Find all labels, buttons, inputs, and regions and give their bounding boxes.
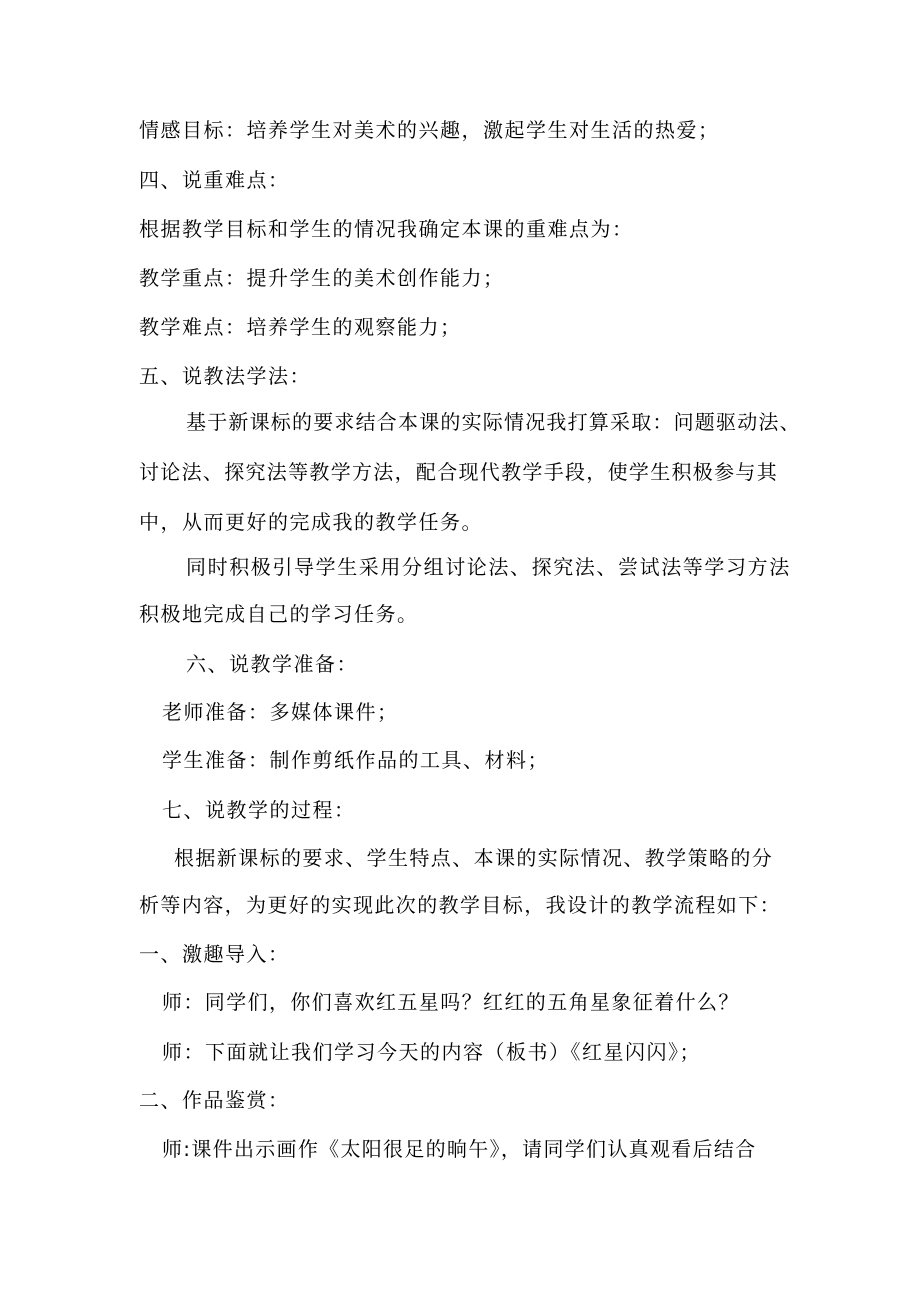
section-heading-key-points: 四、说重难点： [139,168,290,192]
section-heading-process: 七、说教学的过程： [162,798,356,822]
process-paragraph-line-2: 析等内容，为更好的实现此次的教学目标，我设计的教学流程如下： [139,893,781,917]
section-heading-preparation: 六、说教学准备： [186,652,358,676]
methods-paragraph-line-1: 基于新课标的要求结合本课的实际情况我打算采取：问题驱动法、 [186,410,801,434]
teaching-focus-line: 教学重点：提升学生的美术创作能力； [139,266,505,290]
learning-methods-line-1: 同时积极引导学生采用分组讨论法、探究法、尝试法等学习方法 [186,555,791,579]
teacher-dialogue-line-3: 师:课件出示画作《太阳很足的晌午》，请同学们认真观看后结合 [162,1137,757,1161]
section-heading-methods: 五、说教法学法： [139,364,311,388]
methods-paragraph-line-3: 中，从而更好的完成我的教学任务。 [139,510,483,534]
methods-paragraph-line-2: 讨论法、探究法等教学方法，配合现代教学手段，使学生积极参与其 [139,460,778,484]
subheading-intro: 一、激趣导入： [139,942,290,966]
emotion-goal-line: 情感目标：培养学生对美术的兴趣，激起学生对生活的热爱； [139,118,720,142]
subheading-appreciation: 二、作品鉴赏： [139,1088,290,1112]
teaching-difficulty-line: 教学难点：培养学生的观察能力； [139,315,462,339]
key-points-intro-line: 根据教学目标和学生的情况我确定本课的重难点为： [139,217,634,241]
learning-methods-line-2: 积极地完成自己的学习任务。 [139,602,419,626]
teacher-dialogue-line-2: 师：下面就让我们学习今天的内容（板书）《红星闪闪》； [162,1040,701,1064]
process-paragraph-line-1: 根据新课标的要求、学生特点、本课的实际情况、教学策略的分 [174,846,774,870]
teacher-preparation-line: 老师准备：多媒体课件； [162,700,399,724]
teacher-dialogue-line-1: 师：同学们，你们喜欢红五星吗？红红的五角星象征着什么？ [162,990,740,1014]
student-preparation-line: 学生准备：制作剪纸作品的工具、材料； [162,748,549,772]
